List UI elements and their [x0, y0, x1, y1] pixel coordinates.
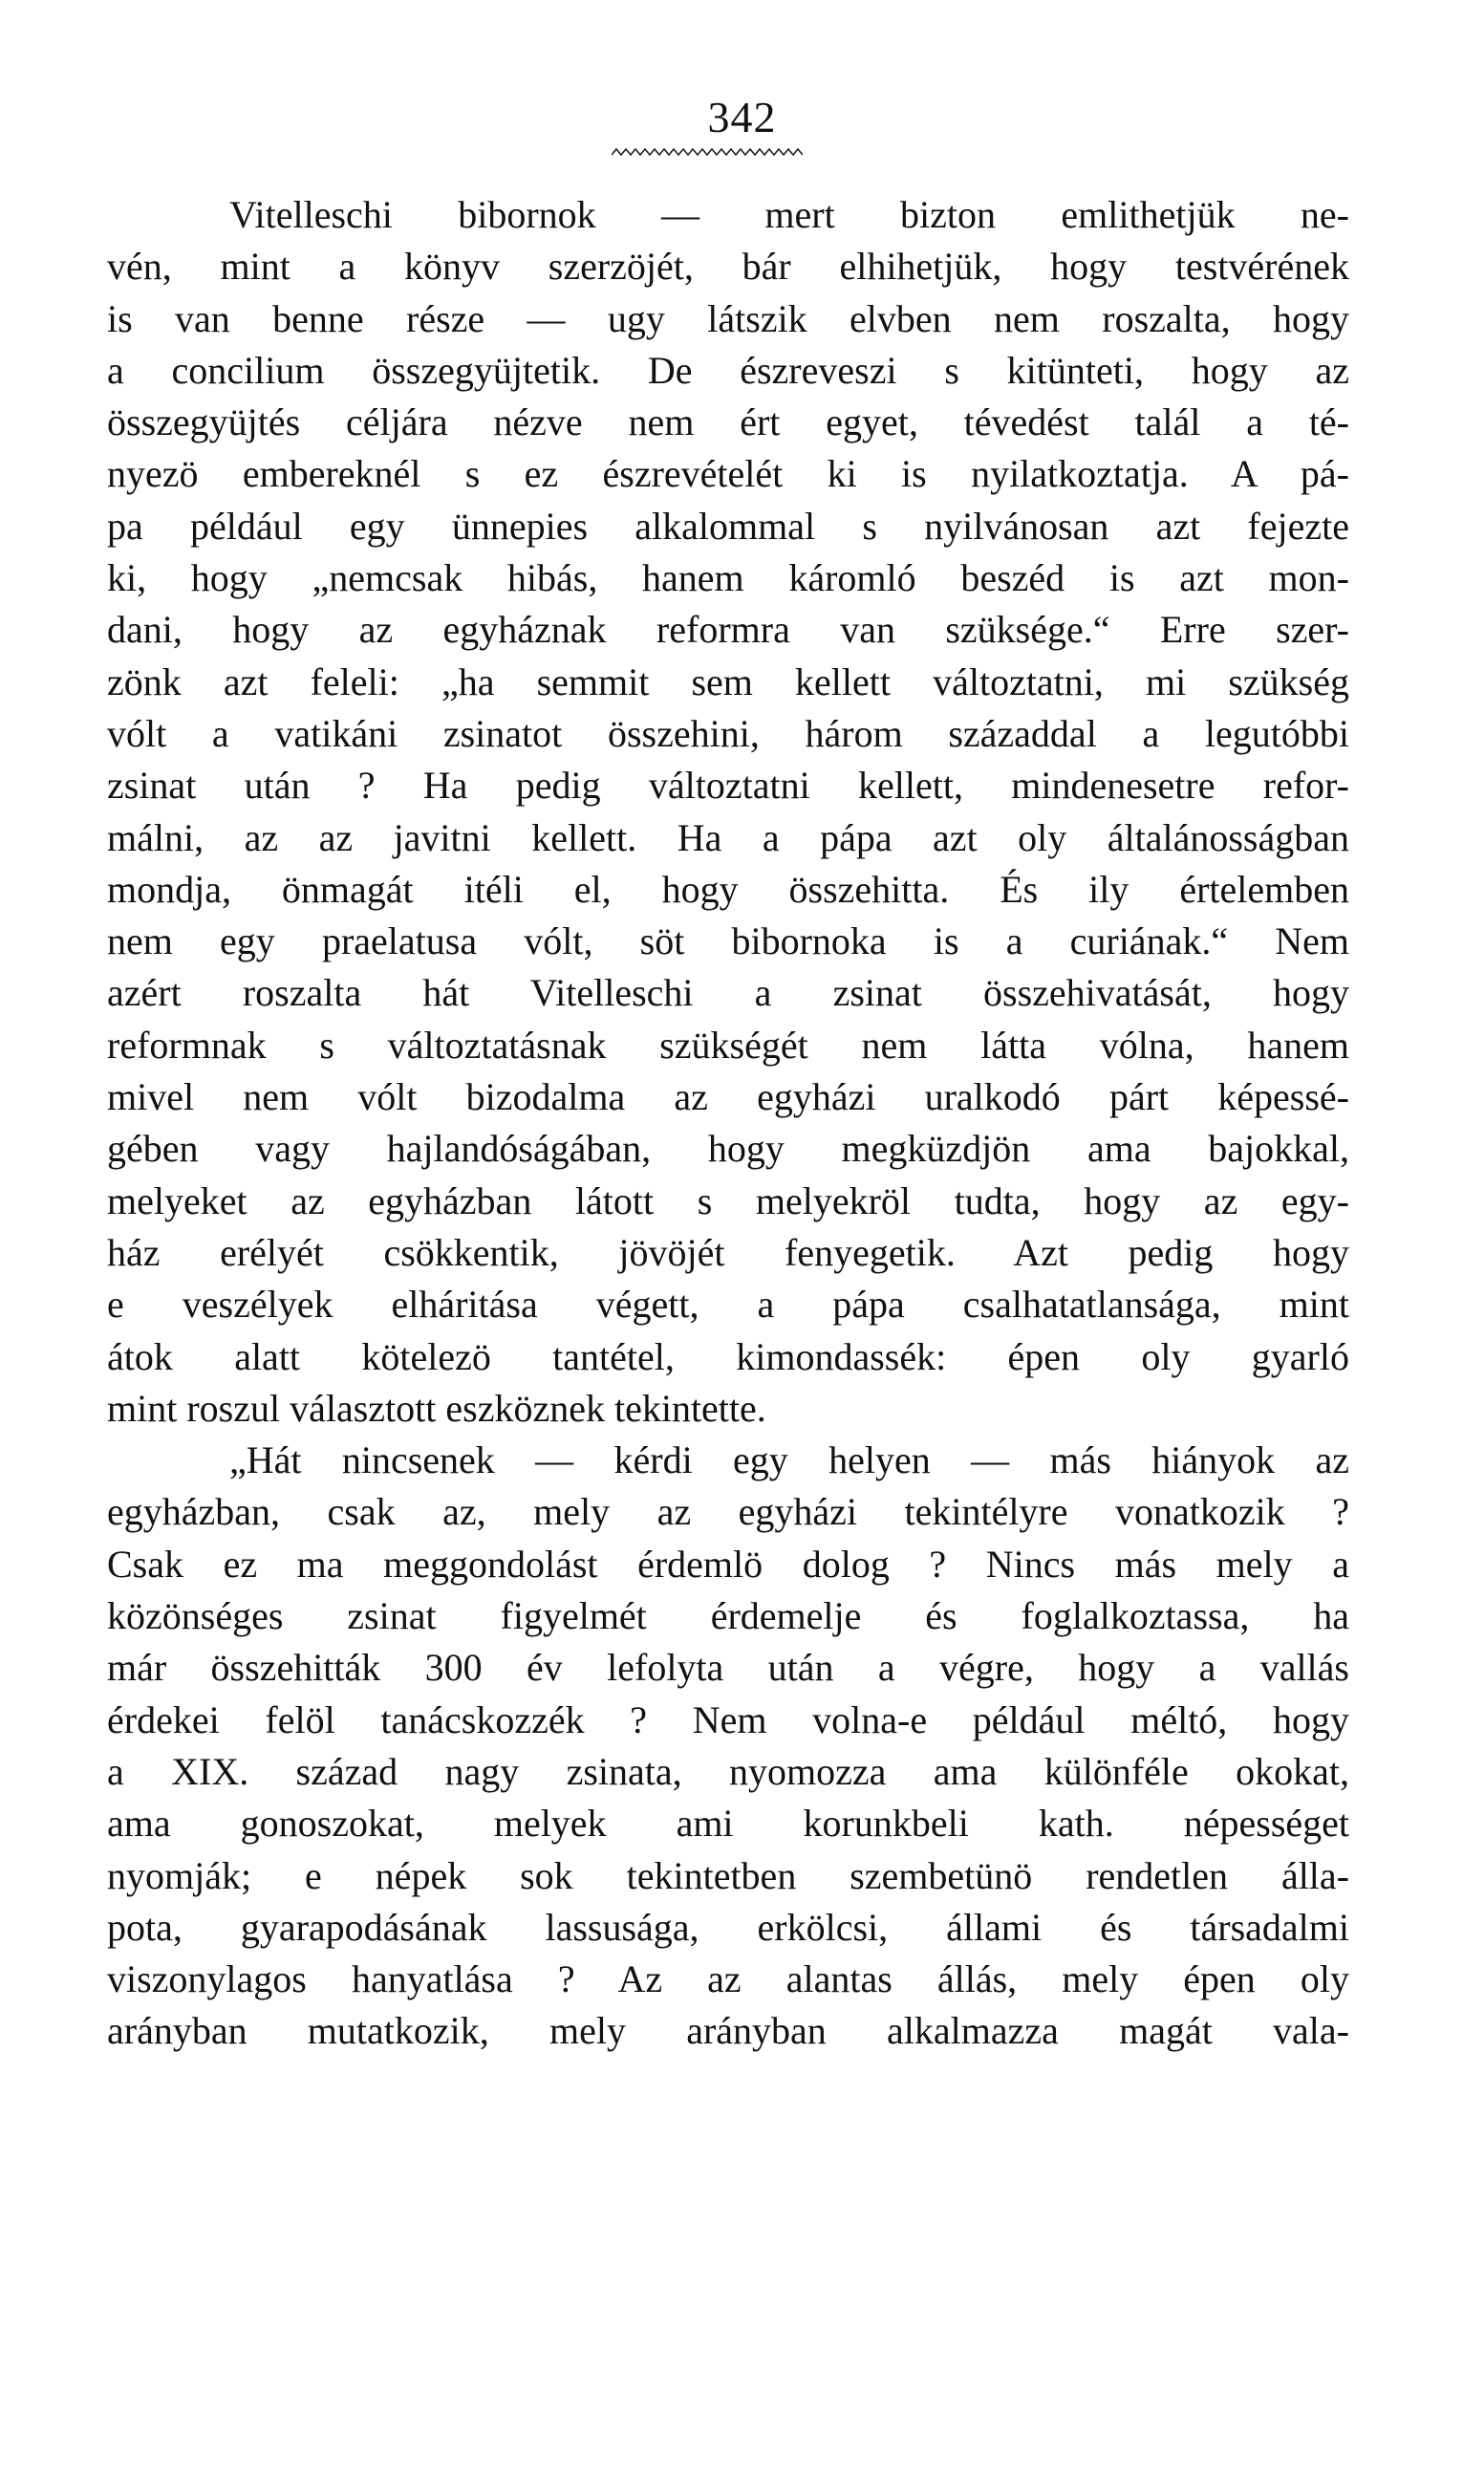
page-number: 342: [707, 93, 777, 141]
text-line: érdekei felöl tanácskozzék ? Nem volna-e például méltó, hogy: [107, 1697, 1349, 1741]
body-text: [107, 189, 1349, 2058]
text-line: melyeket az egyházban látott s melyekröl tudta, hogy az egy-: [107, 1178, 1349, 1222]
text-line: e veszélyek elháritása végett, a pápa csalhatatlansága, mint: [107, 1283, 1349, 1327]
text-line: reformnak s változtatásnak szükségét nem látta vólna, hanem: [107, 1023, 1349, 1067]
text-line: vén, mint a könyv szerzöjét, bár elhihetjük, hogy testvérének: [107, 245, 1349, 289]
text-line: nyomják; e népek sok tekintetben szembetünö rendetlen álla-: [107, 1853, 1349, 1897]
text-line: málni, az az javitni kellett. Ha a pápa azt oly általánosságban: [107, 815, 1349, 859]
text-line: egyházban, csak az, mely az egyházi tekintélyre vonatkozik ?: [107, 1490, 1349, 1534]
text-line: zsinat után ? Ha pedig változtatni kellett, mindenesetre refor-: [107, 764, 1349, 808]
text-line: nem egy praelatusa vólt, söt bibornoka is a curiának.“ Nem: [107, 919, 1349, 963]
text-line: pa például egy ünnepies alkalommal s nyilvánosan azt fejezte: [107, 504, 1349, 548]
text-line: átok alatt kötelezö tantétel, kimondassék: épen oly gyarló: [107, 1334, 1349, 1378]
text-line: is van benne része — ugy látszik elvben nem roszalta, hogy: [107, 296, 1349, 340]
text-line: vólt a vatikáni zsinatot összehini, három századdal a legutóbbi: [107, 711, 1349, 755]
text-line: zönk azt feleli: „ha semmit sem kellett változtatni, mi szükség: [107, 659, 1349, 703]
text-line: arányban mutatkozik, mely arányban alkalmazza magát vala-: [107, 2009, 1349, 2053]
text-line: mint roszul választott eszköznek tekintette.: [107, 1386, 766, 1430]
text-line: a XIX. század nagy zsinata, nyomozza ama különféle okokat,: [107, 1749, 1349, 1793]
text-line: ház erélyét csökkentik, jövöjét fenyegetik. Azt pedig hogy: [107, 1230, 1349, 1274]
text-line: gében vagy hajlandóságában, hogy megküzdjön ama bajokkal,: [107, 1127, 1349, 1171]
text-line: már összehitták 300 év lefolyta után a végre, hogy a vallás: [107, 1646, 1349, 1690]
text-line: dani, hogy az egyháznak reformra van szüksége.“ Erre szer-: [107, 608, 1349, 652]
text-line: közönséges zsinat figyelmét érdemelje és foglalkoztassa, ha: [107, 1594, 1349, 1638]
text-line: viszonylagos hanyatlása ? Az az alantas állás, mely épen oly: [107, 1957, 1349, 2001]
text-line: nyezö embereknél s ez észrevételét ki is nyilatkoztatja. A pá-: [107, 452, 1349, 496]
text-line: ki, hogy „nemcsak hibás, hanem káromló beszéd is azt mon-: [107, 556, 1349, 600]
text-line: a concilium összegyüjtetik. De észreveszi s kitünteti, hogy az: [107, 348, 1349, 392]
text-line: mivel nem vólt bizodalma az egyházi uralkodó párt képessé-: [107, 1075, 1349, 1119]
text-line: azért roszalta hát Vitelleschi a zsinat összehivatását, hogy: [107, 971, 1349, 1015]
text-line: „Hát nincsenek — kérdi egy helyen — más hiányok az: [229, 1438, 1349, 1482]
text-line: Vitelleschi bibornok — mert bizton emlithetjük ne-: [229, 193, 1349, 236]
page-number-ornament: [612, 145, 803, 159]
text-line: ama gonoszokat, melyek ami korunkbeli kath. népességet: [107, 1802, 1349, 1846]
text-line: összegyüjtés céljára nézve nem ért egyet, tévedést talál a té-: [107, 400, 1349, 444]
text-line: pota, gyarapodásának lassusága, erkölcsi, állami és társadalmi: [107, 1905, 1349, 1949]
text-line: Csak ez ma meggondolást érdemlö dolog ? Nincs más mely a: [107, 1542, 1349, 1586]
text-line: mondja, önmagát itéli el, hogy összehitta. És ily értelemben: [107, 867, 1349, 911]
